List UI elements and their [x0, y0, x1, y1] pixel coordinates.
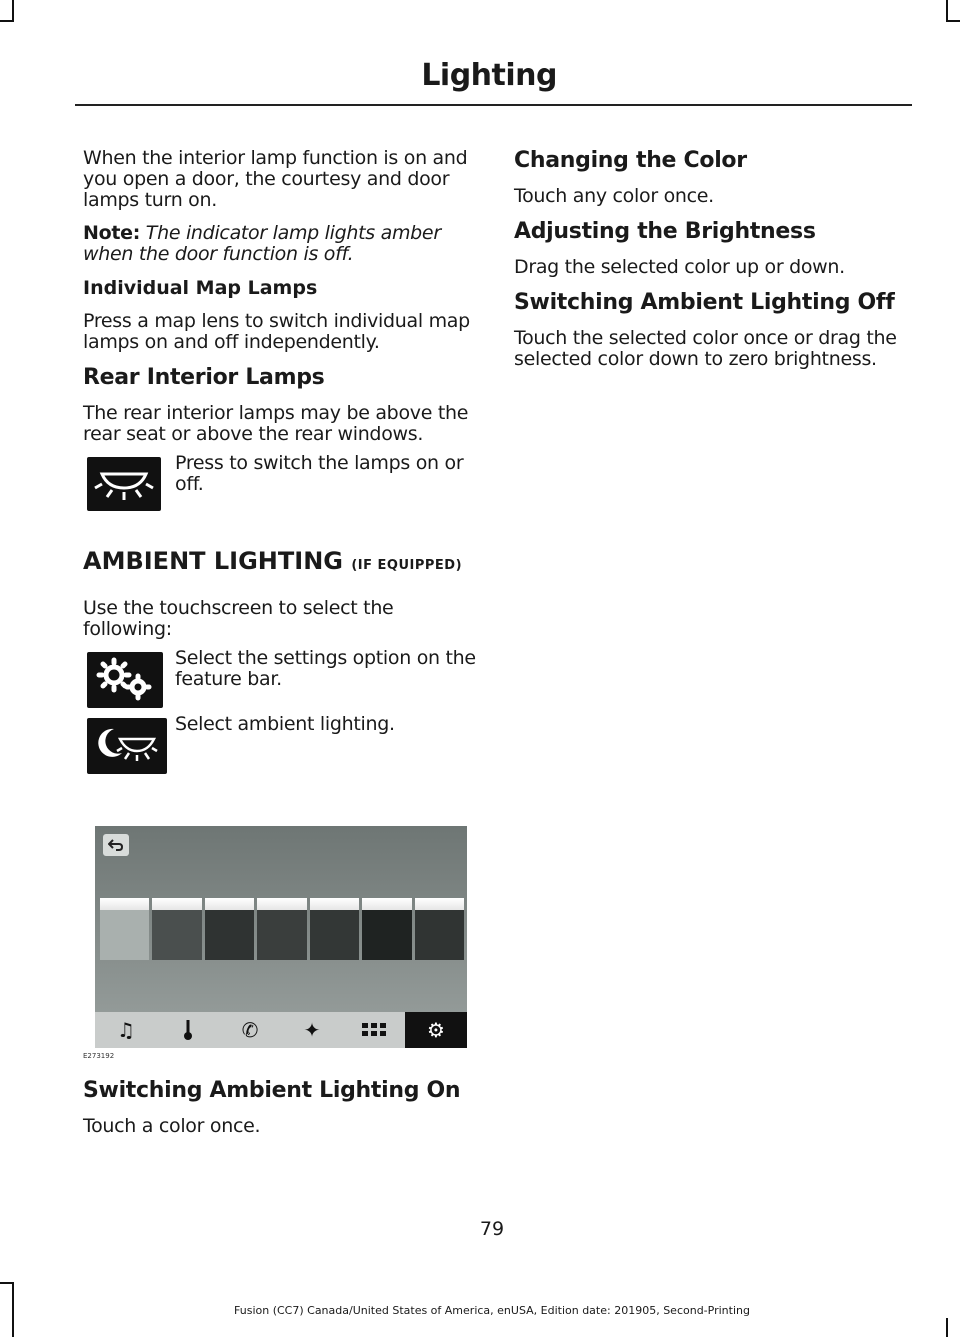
rear-lamp-icon-row — [83, 452, 475, 515]
phone-icon: ✆ — [241, 1018, 259, 1042]
music-note-icon: ♫ — [117, 1018, 135, 1042]
icon-description: Press to switch the lamps on or off. — [175, 452, 464, 495]
ambient-lighting-icon — [87, 718, 167, 774]
swatch-highlight — [100, 898, 149, 910]
feature-bar — [95, 1012, 467, 1048]
crop-mark — [946, 20, 960, 22]
header-divider — [75, 104, 912, 106]
paragraph: Use the touchscreen to select the following: — [83, 597, 394, 640]
settings-icon-row — [83, 647, 476, 710]
settings-gears-icon: ⚙ — [405, 1012, 467, 1048]
color-swatch — [205, 898, 254, 960]
figure-id: E273192 — [83, 1052, 115, 1060]
page-number: 79 — [479, 1218, 505, 1240]
crop-mark — [0, 20, 14, 22]
thermometer-icon — [157, 1012, 219, 1048]
ambient-icon-row — [83, 713, 475, 776]
heading-ambient-off: Switching Ambient Lighting Off — [514, 290, 895, 315]
note-label: Note: — [83, 222, 141, 244]
apps-grid-icon — [343, 1012, 405, 1048]
swatch-highlight — [310, 898, 359, 910]
paragraph: The rear interior lamps may be above the rear seat or above the rear windows. — [83, 402, 469, 445]
paragraph: Touch a color once. — [83, 1115, 261, 1137]
paragraph: Press a map lens to switch individual map lamps on and off independently. — [83, 310, 470, 353]
color-swatch — [310, 898, 359, 960]
paragraph: Touch any color once. — [514, 185, 714, 207]
page-title: Lighting — [421, 58, 557, 93]
heading-brightness: Adjusting the Brightness — [514, 219, 816, 244]
color-swatch — [152, 898, 201, 960]
section-heading-text: AMBIENT LIGHTING — [83, 547, 343, 575]
footer-edition: Fusion (CC7) Canada/United States of America, enUSA, Edition date: 201905, Second-Printing — [234, 1304, 750, 1317]
crop-mark — [12, 0, 14, 22]
swatch-highlight — [257, 898, 306, 910]
heading-ambient-on: Switching Ambient Lighting On — [83, 1078, 461, 1103]
paragraph: Drag the selected color up or down. — [514, 256, 845, 278]
swatch-highlight — [152, 898, 201, 910]
color-swatch — [362, 898, 411, 960]
right-column — [514, 148, 906, 382]
back-arrow-icon — [103, 834, 129, 856]
heading-change-color: Changing the Color — [514, 148, 747, 173]
color-swatch — [100, 898, 149, 960]
swatch-highlight — [415, 898, 464, 910]
color-swatch — [257, 898, 306, 960]
icon-description: Select the settings option on the feature bar. — [175, 647, 476, 690]
section-heading-suffix: (IF EQUIPPED) — [351, 558, 463, 573]
paragraph: When the interior lamp function is on and you open a door, the courtesy and door lamps turn on. — [83, 147, 468, 211]
crop-mark — [0, 1282, 14, 1284]
swatch-highlight — [362, 898, 411, 910]
color-swatch — [415, 898, 464, 960]
swatch-highlight — [205, 898, 254, 910]
color-swatches — [100, 898, 464, 960]
note — [83, 223, 475, 265]
section-heading-ambient — [83, 547, 475, 580]
touchscreen-figure — [95, 826, 467, 1048]
subheading-map-lamps: Individual Map Lamps — [83, 277, 318, 299]
paragraph: Touch the selected color once or drag the selected color down to zero brightness. — [514, 327, 897, 370]
settings-gears-icon — [87, 652, 163, 708]
note-text: The indicator lamp lights amber when the door function is off. — [83, 222, 441, 265]
crop-mark — [946, 0, 948, 22]
navigation-star-icon: ✦ — [303, 1018, 321, 1042]
dome-lamp-icon — [87, 457, 161, 511]
crop-mark — [946, 1318, 948, 1337]
heading-rear-lamps: Rear Interior Lamps — [83, 365, 325, 390]
icon-description: Select ambient lighting. — [175, 713, 395, 735]
left-column — [83, 148, 475, 1149]
